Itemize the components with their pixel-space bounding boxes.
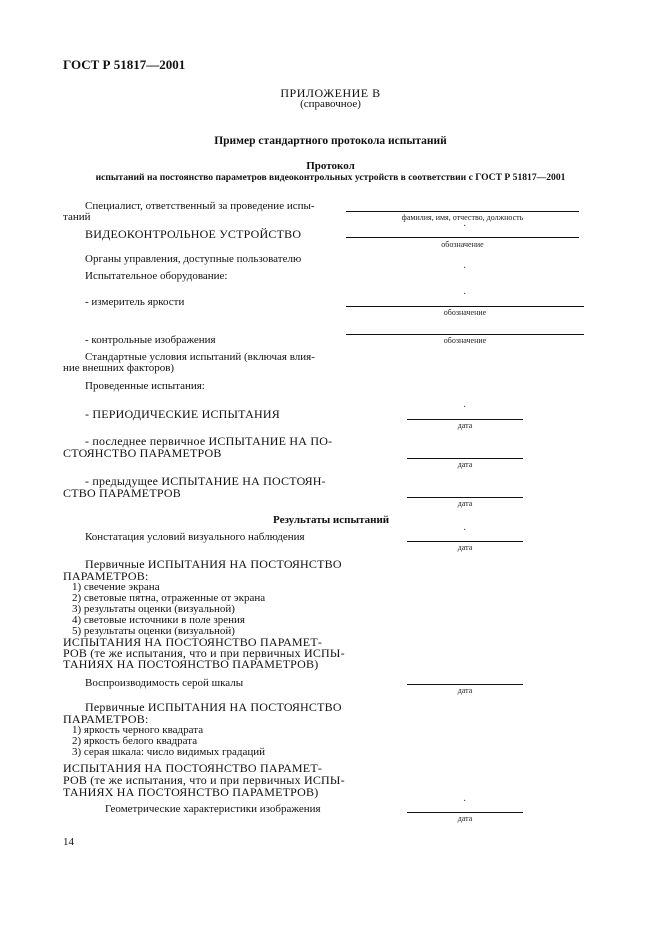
last-initial-date-line[interactable] [407, 458, 523, 459]
test-equipment-label: Испытательное оборудование: [85, 270, 228, 282]
user-controls-label: Органы управления, доступные пользователю [85, 253, 302, 265]
appendix-note: (справочное) [300, 98, 361, 110]
specialist-label-1: Специалист, ответственный за проведение испы- [85, 200, 315, 212]
results-title: Результаты испытаний [273, 514, 390, 526]
caption-date: дата [457, 460, 473, 469]
initial-b-label-1: Первичные ИСПЫТАНИЯ НА ПОСТОЯНСТВО [85, 700, 342, 714]
caption-date: дата [457, 543, 473, 552]
protocol-word: Протокол [306, 160, 355, 172]
dot-mark: · [463, 221, 467, 232]
specialist-label-2: таний [63, 211, 91, 223]
last-initial-label-2: СТОЯНСТВО ПАРАМЕТРОВ [63, 446, 222, 460]
periodic-tests-label: - ПЕРИОДИЧЕСКИЕ ИСПЫТАНИЯ [85, 407, 280, 421]
last-initial-label-1: - последнее первичное ИСПЫТАНИЕ НА ПО- [85, 434, 333, 448]
dot-mark: · [463, 263, 467, 274]
list-item: 4) световые источники в поле зрения [72, 614, 245, 626]
geometry-label: Геометрические характеристики изображения [105, 803, 321, 815]
video-device-entry-line[interactable] [346, 237, 579, 238]
control-images-label: - контрольные изображения [85, 334, 216, 346]
list-item: 2) яркость белого квадрата [72, 735, 198, 747]
list-item: 3) результаты оценки (визуальной) [72, 603, 235, 615]
standard-conditions-label-2: ние внешних факторов) [63, 362, 175, 374]
caption-designation: обозначение [443, 308, 487, 317]
repeat-b-label-2: РОВ (те же испытания, что и при первичных ИСПЫ- [63, 773, 345, 787]
dot-mark: · [463, 289, 467, 300]
caption-date: дата [457, 814, 473, 823]
caption-date: дата [457, 499, 473, 508]
initial-b-label-2: ПАРАМЕТРОВ: [63, 712, 149, 726]
repeat-a-label-3: ТАНИЯХ НА ПОСТОЯНСТВО ПАРАМЕТРОВ) [63, 657, 319, 671]
caption-date: дата [457, 421, 473, 430]
control-images-entry-line[interactable] [346, 334, 584, 335]
caption-designation: обозначение [443, 336, 487, 345]
page-number: 14 [63, 836, 74, 848]
gray-scale-date-line[interactable] [407, 684, 523, 685]
repeat-b-label-1: ИСПЫТАНИЯ НА ПОСТОЯНСТВО ПАРАМЕТ- [63, 761, 323, 775]
previous-date-line[interactable] [407, 497, 523, 498]
appendix-label: ПРИЛОЖЕНИЕ В [280, 86, 381, 100]
tests-done-label: Проведенные испытания: [85, 380, 205, 392]
repeat-a-label-1: ИСПЫТАНИЯ НА ПОСТОЯНСТВО ПАРАМЕТ- [63, 635, 323, 649]
previous-label-1: - предыдущее ИСПЫТАНИЕ НА ПОСТОЯН- [85, 474, 326, 488]
document-title: Пример стандартного протокола испытаний [214, 135, 447, 147]
caption-designation: обозначение [441, 240, 484, 249]
repeat-b-label-3: ТАНИЯХ НА ПОСТОЯНСТВО ПАРАМЕТРОВ) [63, 785, 319, 799]
dot-mark: · [463, 796, 467, 807]
dot-mark: · [463, 525, 467, 536]
caption-fio: фамилия, имя, отчество, должность [401, 213, 524, 222]
visual-conditions-label: Констатация условий визуального наблюдения [85, 531, 305, 543]
standard-id: ГОСТ Р 51817—2001 [63, 57, 186, 72]
caption-date: дата [457, 686, 473, 695]
visual-conditions-date-line[interactable] [407, 541, 523, 542]
dot-mark: · [463, 402, 467, 413]
standard-conditions-label-1: Стандартные условия испытаний (включая влия- [85, 351, 315, 363]
geometry-date-line[interactable] [407, 812, 523, 813]
periodic-date-line[interactable] [407, 419, 523, 420]
specialist-entry-line[interactable] [346, 211, 579, 212]
previous-label-2: СТВО ПАРАМЕТРОВ [63, 486, 181, 500]
protocol-subtitle: испытаний на постоянство параметров видеоконтрольных устройств в соответствии с ГОСТ Р 51817—2001 [95, 172, 566, 183]
gray-scale-label: Воспроизводимость серой шкалы [85, 677, 244, 689]
list-item: 1) свечение экрана [72, 581, 160, 593]
list-item: 2) световые пятна, отраженные от экрана [72, 592, 266, 604]
initial-a-label-1: Первичные ИСПЫТАНИЯ НА ПОСТОЯНСТВО [85, 557, 342, 571]
list-item: 5) результаты оценки (визуальной) [72, 625, 235, 637]
video-device-label: ВИДЕОКОНТРОЛЬНОЕ УСТРОЙСТВО [85, 227, 302, 241]
list-item: 1) яркость черного квадрата [72, 724, 204, 736]
initial-a-label-2: ПАРАМЕТРОВ: [63, 569, 149, 583]
brightness-meter-entry-line[interactable] [346, 306, 584, 307]
repeat-a-label-2: РОВ (те же испытания, что и при первичных ИСПЫ- [63, 646, 345, 660]
list-item: 3) серая шкала: число видимых градаций [72, 746, 266, 758]
brightness-meter-label: - измеритель яркости [85, 296, 185, 308]
